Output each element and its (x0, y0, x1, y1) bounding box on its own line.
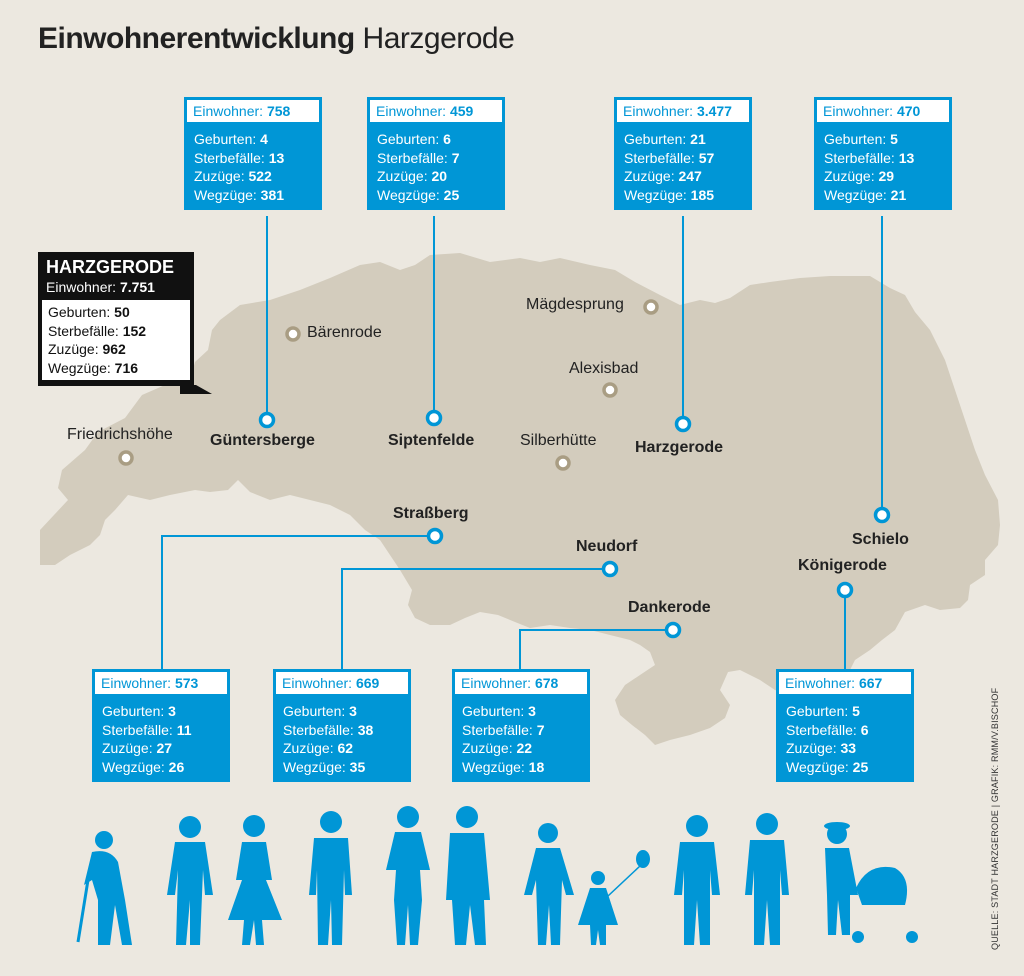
person-child-balloon-icon (578, 850, 650, 945)
wegzuege-label: Wegzüge: (283, 758, 346, 775)
person-girl-icon (524, 823, 574, 945)
einwohner-row (276, 672, 408, 694)
geburten-value: 6 (443, 131, 451, 147)
main-stats (42, 300, 190, 380)
wegzuege-value: 26 (168, 758, 185, 775)
wegzuege-row (370, 186, 502, 205)
geburten-value: 4 (260, 131, 268, 147)
einwohner-label: Einwohner: (623, 103, 694, 119)
einwohner-value: 3.477 (696, 103, 732, 119)
geburten-label: Geburten: (194, 131, 257, 147)
einwohner-row (95, 672, 227, 694)
marker-koenigerode (839, 584, 852, 597)
einwohner-row (817, 100, 949, 122)
geburten-label: Geburten: (786, 703, 849, 719)
zuzuege-row (817, 167, 949, 186)
einwohner-label: Einwohner: (823, 103, 894, 119)
person-man-tall-icon (745, 813, 789, 945)
sterbefaelle-value: 7 (536, 721, 545, 738)
sterbefaelle-value: 7 (451, 149, 460, 166)
sterbefaelle-row (276, 721, 408, 740)
wegzuege-row (276, 758, 408, 777)
geburten-label: Geburten: (377, 131, 440, 147)
wegzuege-label: Wegzüge: (786, 758, 849, 775)
person-woman-icon (386, 806, 430, 945)
wegzuege-row (95, 758, 227, 777)
sterbefaelle-label: Sterbefälle: (624, 149, 695, 166)
zuzuege-value: 22 (516, 740, 533, 756)
zuzuege-label: Zuzüge: (283, 740, 334, 756)
zuzuege-value: 522 (248, 168, 272, 184)
geburten-row (779, 702, 911, 721)
einwohner-value: 573 (174, 675, 199, 691)
sterbefaelle-value: 13 (268, 149, 285, 166)
einwohner-label: Einwohner: (282, 675, 353, 691)
label-neudorf: Neudorf (576, 538, 638, 555)
label-harzgerode: Harzgerode (635, 439, 724, 456)
wegzuege-value: 25 (443, 186, 460, 203)
wegzuege-row (779, 758, 911, 777)
marker-schielo (876, 509, 889, 522)
sterbefaelle-row (95, 721, 227, 740)
geburten-row (95, 702, 227, 721)
label-strassberg: Straßberg (393, 505, 469, 522)
wegzuege-label: Wegzüge: (377, 186, 440, 203)
marker-harzgerode (677, 418, 690, 431)
zuzuege-row (187, 167, 319, 186)
geburten-label: Geburten: (283, 703, 346, 719)
wegzuege-row (455, 758, 587, 777)
zuzuege-label: Zuzüge: (624, 168, 675, 184)
einwohner-value: 667 (858, 675, 883, 691)
einwohner-value: 758 (266, 103, 291, 119)
wegzuege-row (817, 186, 949, 205)
geburten-row (817, 130, 949, 149)
marker-dankerode (667, 624, 680, 637)
zuzuege-label: Zuzüge: (102, 740, 153, 756)
zuzuege-row (455, 739, 587, 758)
einwohner-label: Einwohner: (461, 675, 532, 691)
main-geburten: Geburten: 50 (48, 304, 130, 320)
zuzuege-label: Zuzüge: (824, 168, 875, 184)
stat-box-dankerode (452, 669, 590, 782)
sterbefaelle-label: Sterbefälle: (824, 149, 895, 166)
title-normal: Harzgerode (362, 22, 515, 55)
einwohner-row (187, 100, 319, 122)
main-sterbefaelle: Sterbefälle: 152 (48, 322, 147, 339)
sterbefaelle-label: Sterbefälle: (283, 721, 354, 738)
einwohner-label: Einwohner: (101, 675, 172, 691)
stat-box-guentersberge (184, 97, 322, 210)
einwohner-label: Einwohner: (193, 103, 264, 119)
einwohner-row (455, 672, 587, 694)
stat-box-strassberg (92, 669, 230, 782)
geburten-row (617, 130, 749, 149)
source-credit: QUELLE: STADT HARZGERODE | GRAFIK: RMM/V.BISCHOF (990, 687, 1000, 950)
person-man-standing-icon (674, 815, 720, 945)
sterbefaelle-row (370, 149, 502, 168)
zuzuege-label: Zuzüge: (786, 740, 837, 756)
label-baerenrode: Bärenrode (307, 324, 382, 341)
geburten-label: Geburten: (824, 131, 887, 147)
geburten-value: 5 (852, 703, 860, 719)
sterbefaelle-value: 11 (176, 721, 192, 738)
sterbefaelle-label: Sterbefälle: (194, 149, 265, 166)
geburten-row (370, 130, 502, 149)
einwohner-value: 459 (449, 103, 474, 119)
sterbefaelle-label: Sterbefälle: (102, 721, 173, 738)
geburten-value: 5 (890, 131, 898, 147)
label-silberhuette: Silberhütte (520, 432, 597, 449)
wegzuege-row (617, 186, 749, 205)
person-man-coat-icon (446, 806, 490, 945)
label-dankerode: Dankerode (628, 599, 711, 616)
sterbefaelle-label: Sterbefälle: (786, 721, 857, 738)
sterbefaelle-row (779, 721, 911, 740)
label-siptenfelde: Siptenfelde (388, 432, 475, 449)
marker-strassberg (429, 530, 442, 543)
stat-box-koenigerode (776, 669, 914, 782)
einwohner-label: Einwohner: (785, 675, 856, 691)
title-bold: Einwohnerentwicklung (38, 22, 355, 55)
wegzuege-value: 35 (349, 758, 366, 775)
label-koenigerode: Königerode (798, 557, 887, 574)
marker-siptenfelde (428, 412, 441, 425)
wegzuege-value: 185 (690, 186, 715, 203)
geburten-value: 3 (168, 703, 176, 719)
main-town-name: HARZGERODE (46, 257, 175, 277)
einwohner-row (617, 100, 749, 122)
sterbefaelle-row (455, 721, 587, 740)
label-alexisbad: Alexisbad (569, 360, 639, 377)
label-guentersberge: Güntersberge (210, 432, 315, 449)
geburten-row (455, 702, 587, 721)
zuzuege-value: 29 (878, 168, 895, 184)
einwohner-label: Einwohner: (376, 103, 447, 119)
sterbefaelle-label: Sterbefälle: (377, 149, 448, 166)
zuzuege-label: Zuzüge: (462, 740, 513, 756)
harzgerode-total-box (38, 252, 194, 386)
geburten-label: Geburten: (624, 131, 687, 147)
geburten-label: Geburten: (462, 703, 525, 719)
marker-baerenrode (287, 328, 299, 340)
marker-maegdesprung (645, 301, 657, 313)
wegzuege-label: Wegzüge: (102, 758, 165, 775)
sterbefaelle-value: 38 (357, 721, 374, 738)
zuzuege-row (617, 167, 749, 186)
sterbefaelle-label: Sterbefälle: (462, 721, 533, 738)
sterbefaelle-value: 13 (898, 149, 915, 166)
sterbefaelle-row (617, 149, 749, 168)
zuzuege-row (370, 167, 502, 186)
wegzuege-label: Wegzüge: (624, 186, 687, 203)
zuzuege-value: 20 (431, 168, 448, 184)
geburten-value: 3 (349, 703, 357, 719)
wegzuege-label: Wegzüge: (824, 186, 887, 203)
wegzuege-value: 381 (260, 186, 285, 203)
geburten-row (187, 130, 319, 149)
person-woman-dress-icon (228, 815, 282, 945)
zuzuege-value: 27 (156, 740, 173, 756)
sterbefaelle-row (817, 149, 949, 168)
person-woman-stroller-icon (824, 822, 918, 943)
marker-guentersberge (261, 414, 274, 427)
stat-box-siptenfelde (367, 97, 505, 210)
label-schielo: Schielo (852, 531, 909, 548)
stat-box-schielo (814, 97, 952, 210)
marker-silberhuette (557, 457, 569, 469)
einwohner-value: 669 (355, 675, 380, 691)
geburten-value: 21 (690, 131, 706, 147)
person-man-suit-icon (309, 811, 352, 945)
einwohner-value: 470 (896, 103, 921, 119)
sterbefaelle-value: 6 (860, 721, 869, 738)
zuzuege-value: 62 (337, 740, 354, 756)
wegzuege-value: 18 (528, 758, 545, 775)
geburten-value: 3 (528, 703, 536, 719)
people-silhouettes (78, 806, 918, 945)
person-man-icon (167, 816, 213, 945)
wegzuege-value: 21 (890, 186, 907, 203)
marker-alexisbad (604, 384, 616, 396)
marker-neudorf (604, 563, 617, 576)
einwohner-row (370, 100, 502, 122)
stat-box-neudorf (273, 669, 411, 782)
main-einwohner: Einwohner: 7.751 (46, 279, 155, 295)
geburten-label: Geburten: (102, 703, 165, 719)
zuzuege-value: 247 (678, 168, 702, 184)
wegzuege-label: Wegzüge: (462, 758, 525, 775)
wegzuege-value: 25 (852, 758, 869, 775)
stat-box-harzgerode (614, 97, 752, 210)
marker-friedrichshoehe (120, 452, 132, 464)
main-zuzuege: Zuzüge: 962 (48, 341, 126, 357)
label-friedrichshoehe: Friedrichshöhe (67, 426, 173, 443)
sterbefaelle-row (187, 149, 319, 168)
zuzuege-row (95, 739, 227, 758)
zuzuege-row (779, 739, 911, 758)
zuzuege-label: Zuzüge: (194, 168, 245, 184)
zuzuege-value: 33 (840, 740, 857, 756)
geburten-row (276, 702, 408, 721)
einwohner-row (779, 672, 911, 694)
wegzuege-row (187, 186, 319, 205)
zuzuege-row (276, 739, 408, 758)
wegzuege-label: Wegzüge: (194, 186, 257, 203)
label-maegdesprung: Mägdesprung (526, 296, 624, 313)
sterbefaelle-value: 57 (698, 149, 715, 166)
einwohner-value: 678 (534, 675, 559, 691)
main-wegzuege: Wegzüge: 716 (48, 359, 139, 376)
person-elderly-icon (78, 831, 132, 945)
zuzuege-label: Zuzüge: (377, 168, 428, 184)
